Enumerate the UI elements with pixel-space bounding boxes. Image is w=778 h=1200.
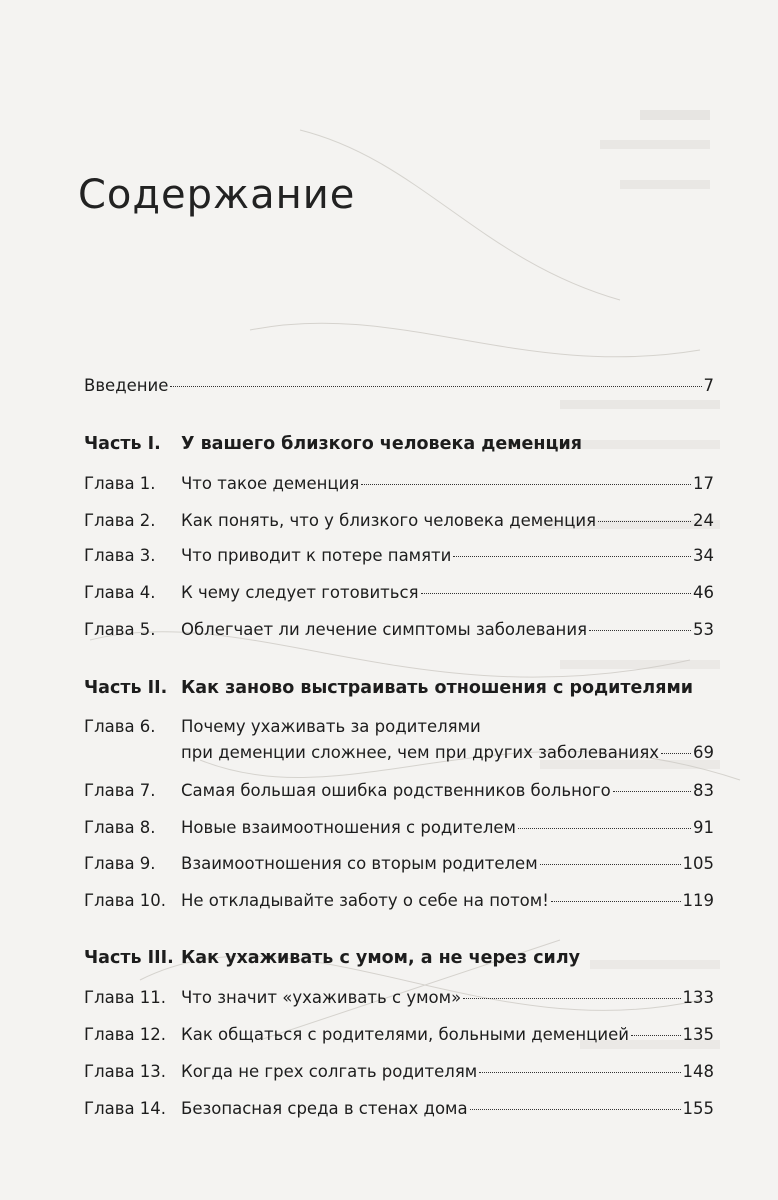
chapter-title: Когда не грех солгать родителям: [181, 1062, 478, 1081]
page-number: 34: [693, 546, 714, 565]
dot-leader: [479, 1072, 680, 1073]
page-number: 53: [693, 620, 714, 639]
dot-leader: [661, 753, 691, 754]
page-number: 17: [693, 474, 714, 493]
dot-leader: [589, 630, 691, 631]
dot-leader: [463, 998, 680, 999]
chapter-label: Глава 10.: [84, 891, 167, 910]
chapter-label: Глава 4.: [84, 583, 156, 602]
chapter-title: Как понять, что у близкого человека деменция: [181, 511, 597, 530]
chapter-title-continued: при деменции сложнее, чем при других заболеваниях: [181, 743, 660, 762]
dot-leader: [540, 864, 681, 865]
page-number: 24: [693, 511, 714, 530]
dot-leader: [518, 828, 691, 829]
page-number: 135: [682, 1025, 714, 1044]
chapter-title: Что такое деменция: [181, 474, 360, 493]
chapter-label: Глава 9.: [84, 854, 156, 873]
page-number: 46: [693, 583, 714, 602]
chapter-label: Глава 5.: [84, 620, 156, 639]
page-number: 69: [693, 743, 714, 762]
dot-leader: [470, 1109, 681, 1110]
chapter-title: Как общаться с родителями, больными деменцией: [181, 1025, 629, 1044]
chapter-title: Что приводит к потере памяти: [181, 546, 452, 565]
chapter-title: Новые взаимоотношения с родителем: [181, 818, 516, 837]
part-label: Часть II.: [84, 678, 168, 698]
dot-leader: [361, 484, 691, 485]
dot-leader: [453, 556, 691, 557]
chapter-label: Глава 8.: [84, 818, 156, 837]
chapter-label: Глава 1.: [84, 474, 156, 493]
part-label: Часть I.: [84, 434, 161, 454]
chapter-title: Безопасная среда в стенах дома: [181, 1099, 468, 1118]
chapter-title: Облегчает ли лечение симптомы заболевания: [181, 620, 587, 639]
chapter-label: Глава 14.: [84, 1099, 167, 1118]
dot-leader: [551, 901, 681, 902]
chapter-title: Взаимоотношения со вторым родителем: [181, 854, 538, 873]
part-title: У вашего близкого человека деменция: [181, 434, 582, 454]
page-title: Содержание: [78, 172, 356, 218]
part-label: Часть III.: [84, 948, 174, 968]
chapter-label: Глава 2.: [84, 511, 156, 530]
chapter-title: К чему следует готовиться: [181, 583, 419, 602]
page-number: 7: [703, 376, 714, 395]
dot-leader: [170, 386, 701, 387]
page-number: 105: [682, 854, 714, 873]
chapter-label: Глава 11.: [84, 988, 167, 1007]
part-title: Как заново выстраивать отношения с родителями: [181, 678, 694, 698]
toc-entry-title: Введение: [84, 376, 169, 395]
page-number: 119: [682, 891, 714, 910]
chapter-title: Почему ухаживать за родителями: [181, 717, 481, 736]
chapter-label: Глава 3.: [84, 546, 156, 565]
chapter-label: Глава 7.: [84, 781, 156, 800]
dot-leader: [613, 791, 691, 792]
dot-leader: [631, 1035, 681, 1036]
part-title: Как ухаживать с умом, а не через силу: [181, 948, 581, 968]
dot-leader: [421, 593, 691, 594]
page-number: 133: [682, 988, 714, 1007]
chapter-title: Что значит «ухаживать с умом»: [181, 988, 462, 1007]
chapter-label: Глава 13.: [84, 1062, 167, 1081]
page-number: 155: [682, 1099, 714, 1118]
page-number: 83: [693, 781, 714, 800]
chapter-label: Глава 12.: [84, 1025, 167, 1044]
chapter-title: Самая большая ошибка родственников больного: [181, 781, 611, 800]
page-number: 148: [682, 1062, 714, 1081]
page-number: 91: [693, 818, 714, 837]
chapter-title: Не откладывайте заботу о себе на потом!: [181, 891, 549, 910]
dot-leader: [598, 521, 691, 522]
chapter-label: Глава 6.: [84, 717, 156, 736]
